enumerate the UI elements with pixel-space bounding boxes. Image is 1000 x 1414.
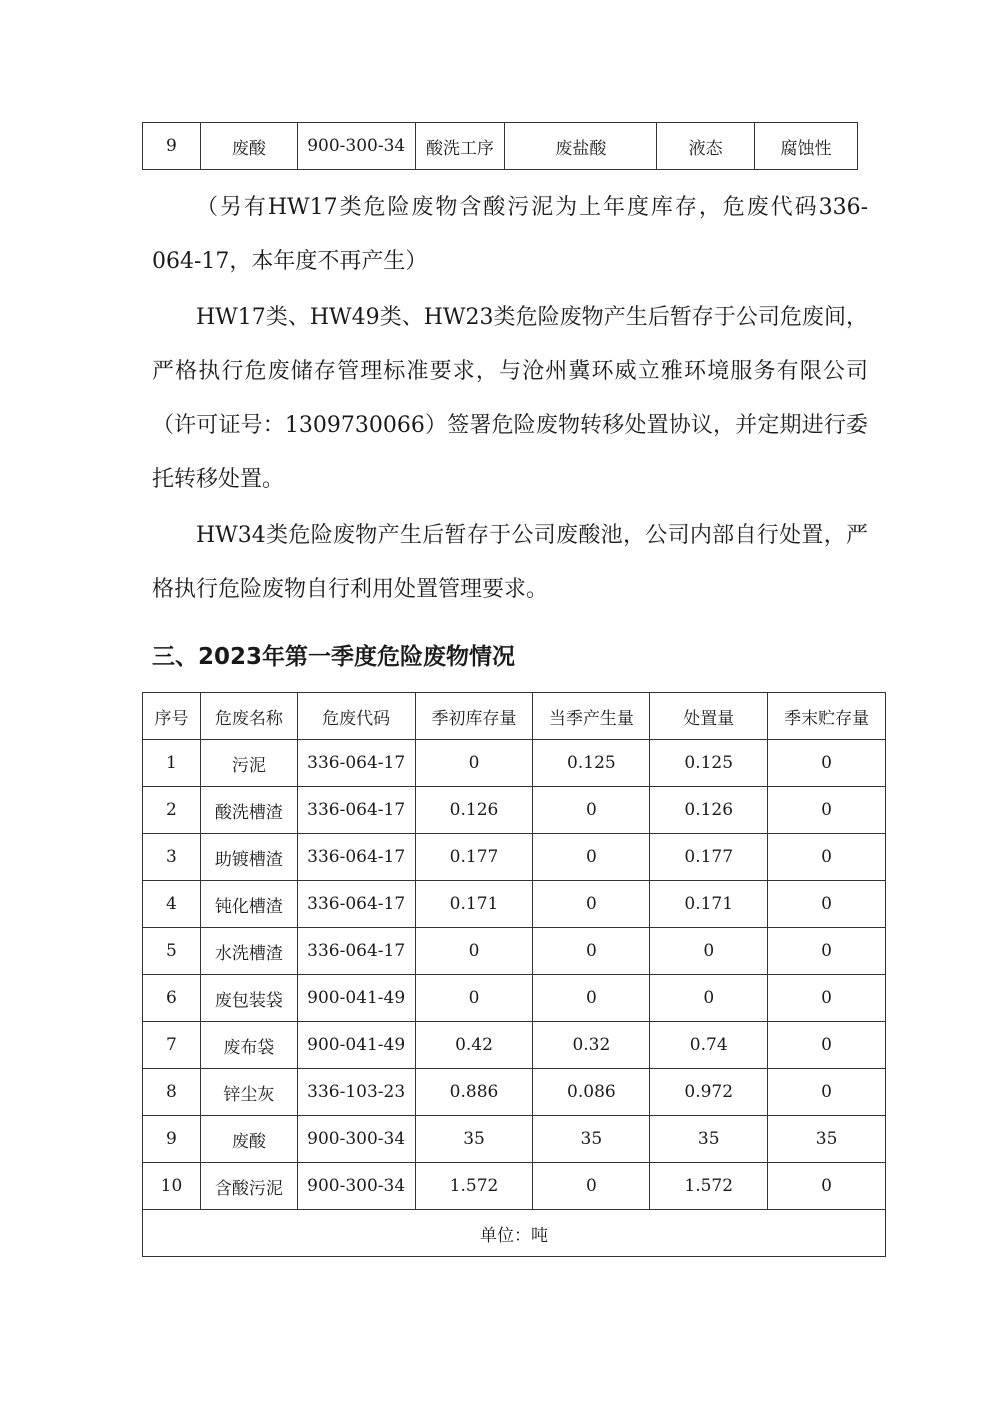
disposed-amount: 0.74 (650, 1022, 768, 1069)
closing-stock: 35 (768, 1116, 886, 1163)
opening-stock: 0 (415, 928, 533, 975)
table-row (143, 740, 886, 787)
opening-stock: 0.171 (415, 881, 533, 928)
waste-name: 水洗槽渣 (200, 928, 297, 975)
closing-stock: 0 (768, 881, 886, 928)
closing-stock: 0 (768, 1163, 886, 1210)
column-header: 危废名称 (200, 693, 297, 740)
section-heading: 三、2023年第一季度危险废物情况 (152, 644, 516, 670)
quarter-generated: 0 (533, 881, 650, 928)
closing-stock: 0 (768, 928, 886, 975)
quarter-generated: 0.086 (533, 1069, 650, 1116)
opening-stock: 1.572 (415, 1163, 533, 1210)
waste-name: 钝化槽渣 (200, 881, 297, 928)
unit-label: 单位：吨 (143, 1210, 886, 1257)
column-header: 序号 (143, 693, 201, 740)
column-header: 当季产生量 (533, 693, 650, 740)
waste-name: 助镀槽渣 (200, 834, 297, 881)
column-header: 季初库存量 (415, 693, 533, 740)
table-row (143, 928, 886, 975)
waste-code: 900-041-49 (297, 975, 415, 1022)
row-number: 4 (143, 881, 201, 928)
quarter-generated: 0 (533, 1163, 650, 1210)
waste-code: 336-103-23 (297, 1069, 415, 1116)
row-number: 3 (143, 834, 201, 881)
quarter-generated: 0 (533, 975, 650, 1022)
waste-name: 含酸污泥 (200, 1163, 297, 1210)
waste-code: 336-064-17 (297, 928, 415, 975)
table-body (143, 740, 886, 1210)
note-paragraph: （另有HW17类危险废物含酸污泥为上年度库存，危废代码336-064-17，本年度不再产生） (152, 195, 868, 274)
column-header: 季末贮存量 (768, 693, 886, 740)
table-row (143, 1069, 886, 1116)
quarter-generated: 0 (533, 787, 650, 834)
disposed-amount: 0.972 (650, 1069, 768, 1116)
row-number: 1 (143, 740, 201, 787)
hazardous-waste-type-table (142, 122, 858, 170)
opening-stock: 0.177 (415, 834, 533, 881)
quarter-generated: 0 (533, 834, 650, 881)
closing-stock: 0 (768, 834, 886, 881)
table-row (143, 1163, 886, 1210)
opening-stock: 0 (415, 975, 533, 1022)
opening-stock: 35 (415, 1116, 533, 1163)
closing-stock: 0 (768, 740, 886, 787)
waste-code: 336-064-17 (297, 881, 415, 928)
closing-stock: 0 (768, 1022, 886, 1069)
opening-stock: 0.886 (415, 1069, 533, 1116)
row-number: 5 (143, 928, 201, 975)
hazard-property: 腐蚀性 (755, 123, 858, 170)
table-row (143, 123, 858, 170)
row-number: 7 (143, 1022, 201, 1069)
waste-form-name: 废盐酸 (505, 123, 657, 170)
waste-code: 336-064-17 (297, 740, 415, 787)
waste-code: 336-064-17 (297, 834, 415, 881)
disposed-amount: 0.177 (650, 834, 768, 881)
waste-name: 酸洗槽渣 (200, 787, 297, 834)
table-header-row (143, 693, 886, 740)
storage-paragraph: HW17类、HW49类、HW23类危险废物产生后暂存于公司危废间，严格执行危废储存管理标准要求，与沧州冀环威立雅环境服务有限公司（许可证号：1309730066）签署危险废物转移处置协议，并定期进行委托转移处置。 (152, 305, 868, 492)
closing-stock: 0 (768, 787, 886, 834)
disposed-amount: 0.171 (650, 881, 768, 928)
row-number: 10 (143, 1163, 201, 1210)
waste-state: 液态 (657, 123, 755, 170)
row-number: 9 (143, 1116, 201, 1163)
waste-name: 废布袋 (200, 1022, 297, 1069)
disposed-amount: 0 (650, 975, 768, 1022)
opening-stock: 0.126 (415, 787, 533, 834)
waste-code: 900-300-34 (297, 123, 415, 170)
waste-name: 废酸 (200, 1116, 297, 1163)
table-footer-row (143, 1210, 886, 1257)
table-row (143, 834, 886, 881)
waste-name: 污泥 (200, 740, 297, 787)
waste-code: 900-300-34 (297, 1163, 415, 1210)
quarter-generated: 0.32 (533, 1022, 650, 1069)
disposed-amount: 35 (650, 1116, 768, 1163)
opening-stock: 0 (415, 740, 533, 787)
table-row (143, 787, 886, 834)
disposed-amount: 0 (650, 928, 768, 975)
table-row (143, 1022, 886, 1069)
column-header: 危废代码 (297, 693, 415, 740)
disposed-amount: 0.126 (650, 787, 768, 834)
table-row (143, 881, 886, 928)
row-number: 8 (143, 1069, 201, 1116)
quarter-generated: 0.125 (533, 740, 650, 787)
hw34-paragraph: HW34类危险废物产生后暂存于公司废酸池，公司内部自行处置，严格执行危险废物自行利用处置管理要求。 (152, 523, 868, 602)
column-header: 处置量 (650, 693, 768, 740)
waste-name: 废酸 (200, 123, 297, 170)
waste-code: 336-064-17 (297, 787, 415, 834)
quarter-generated: 0 (533, 928, 650, 975)
waste-code: 900-041-49 (297, 1022, 415, 1069)
opening-stock: 0.42 (415, 1022, 533, 1069)
row-number: 6 (143, 975, 201, 1022)
quarter-generated: 35 (533, 1116, 650, 1163)
waste-name: 锌尘灰 (200, 1069, 297, 1116)
table-row (143, 1116, 886, 1163)
table-row (143, 975, 886, 1022)
waste-name: 废包装袋 (200, 975, 297, 1022)
q1-hazardous-waste-table (142, 692, 886, 1257)
row-number: 2 (143, 787, 201, 834)
disposed-amount: 1.572 (650, 1163, 768, 1210)
disposed-amount: 0.125 (650, 740, 768, 787)
closing-stock: 0 (768, 975, 886, 1022)
waste-code: 900-300-34 (297, 1116, 415, 1163)
row-number: 9 (143, 123, 201, 170)
closing-stock: 0 (768, 1069, 886, 1116)
process-step: 酸洗工序 (415, 123, 505, 170)
